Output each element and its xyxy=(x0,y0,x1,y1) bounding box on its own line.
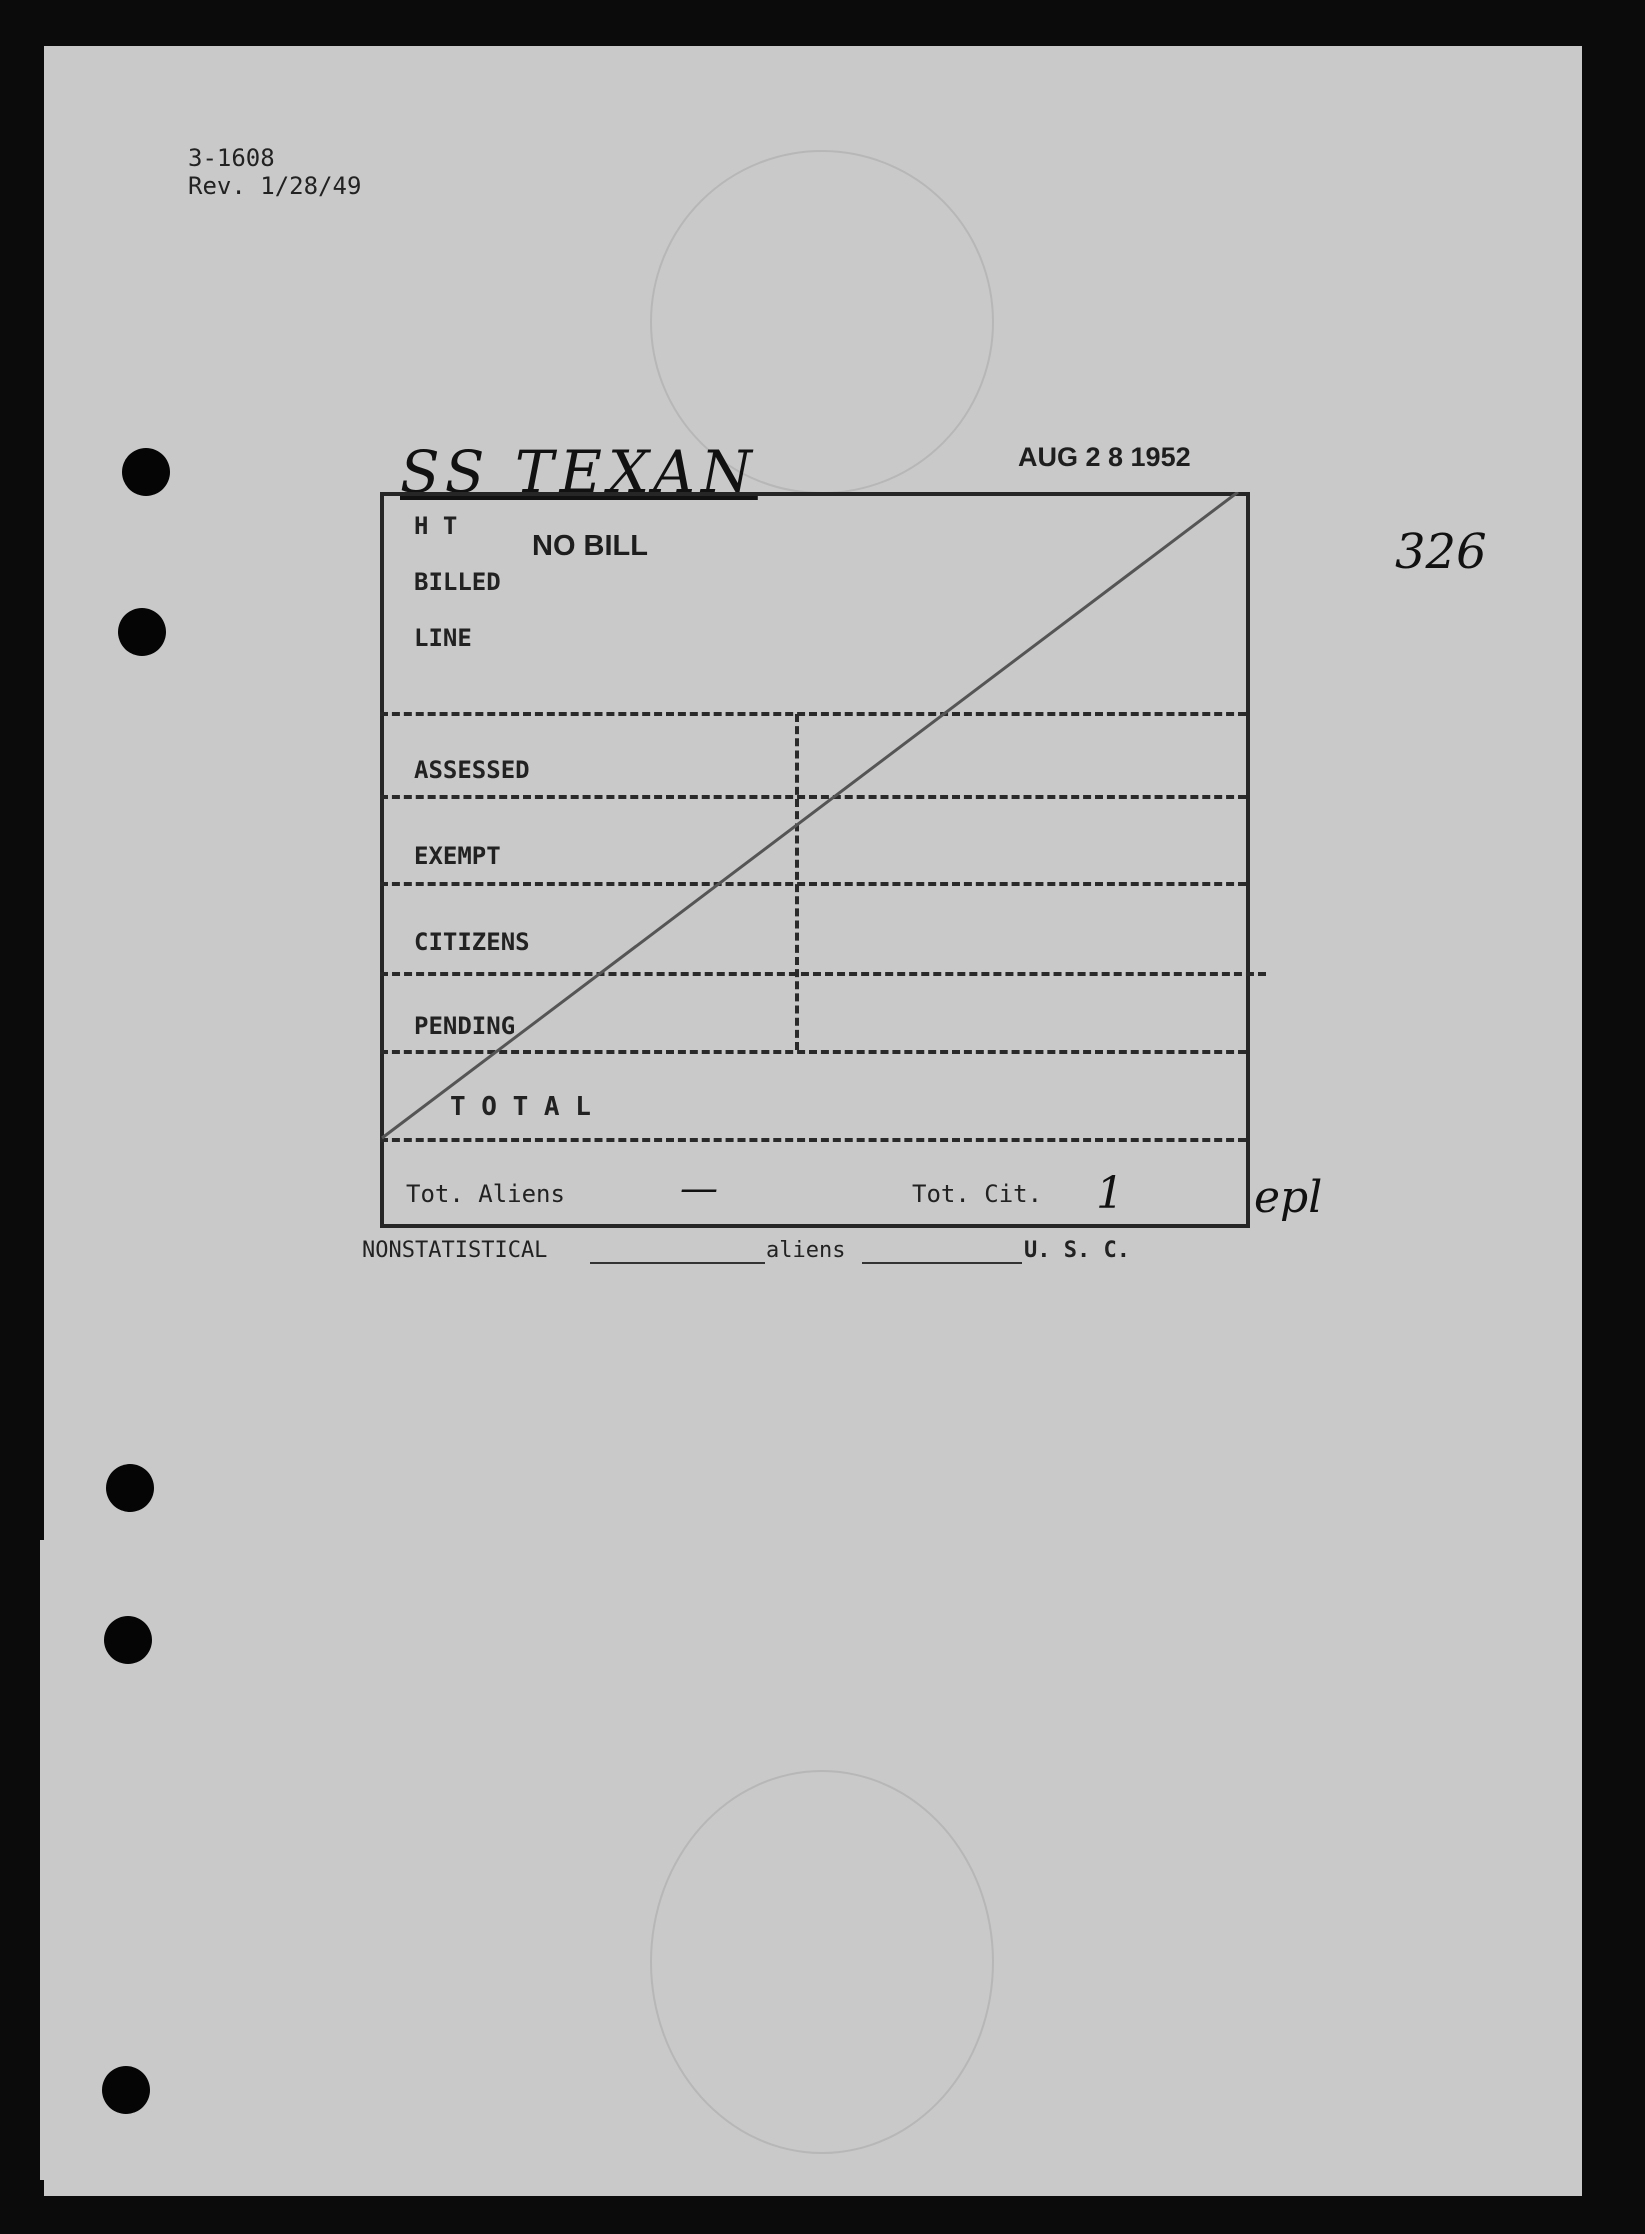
aliens-blank xyxy=(862,1262,1022,1264)
punch-hole xyxy=(102,2066,150,2114)
row-assessed: ASSESSED xyxy=(414,756,530,784)
no-bill-stamp: NO BILL xyxy=(532,530,648,562)
label-billed: BILLED xyxy=(414,568,501,596)
usc-label: U. S. C. xyxy=(1024,1238,1130,1263)
page-edge xyxy=(40,1540,60,2180)
vessel-name: SS TEXAN xyxy=(400,438,758,506)
label-line: LINE xyxy=(414,624,472,652)
punch-hole xyxy=(122,448,170,496)
tot-cit-value: 1 xyxy=(1096,1168,1124,1219)
label-ht: H T xyxy=(414,512,458,540)
tot-aliens-value: — xyxy=(680,1166,718,1210)
punch-hole xyxy=(118,608,166,656)
initials: epl xyxy=(1254,1172,1323,1223)
nonstatistical-blank xyxy=(590,1262,765,1264)
form-number: 3-1608 xyxy=(188,144,275,172)
nonstatistical-label: NONSTATISTICAL xyxy=(362,1238,548,1263)
date-stamp: AUG 2 8 1952 xyxy=(1018,442,1191,472)
page-number: 326 xyxy=(1395,524,1487,580)
row-citizens: CITIZENS xyxy=(414,928,530,956)
watermark-seal-bottom xyxy=(650,1770,994,2154)
form-revision: Rev. 1/28/49 xyxy=(188,172,362,200)
strike-line xyxy=(380,492,1250,1142)
tot-cit-label: Tot. Cit. xyxy=(912,1180,1043,1208)
punch-hole xyxy=(106,1464,154,1512)
aliens-label: aliens xyxy=(766,1238,846,1263)
punch-hole xyxy=(104,1616,152,1664)
total-label: T O T A L xyxy=(450,1092,591,1122)
tot-aliens-label: Tot. Aliens xyxy=(406,1180,565,1208)
row-exempt: EXEMPT xyxy=(414,842,501,870)
row-pending: PENDING xyxy=(414,1012,516,1040)
